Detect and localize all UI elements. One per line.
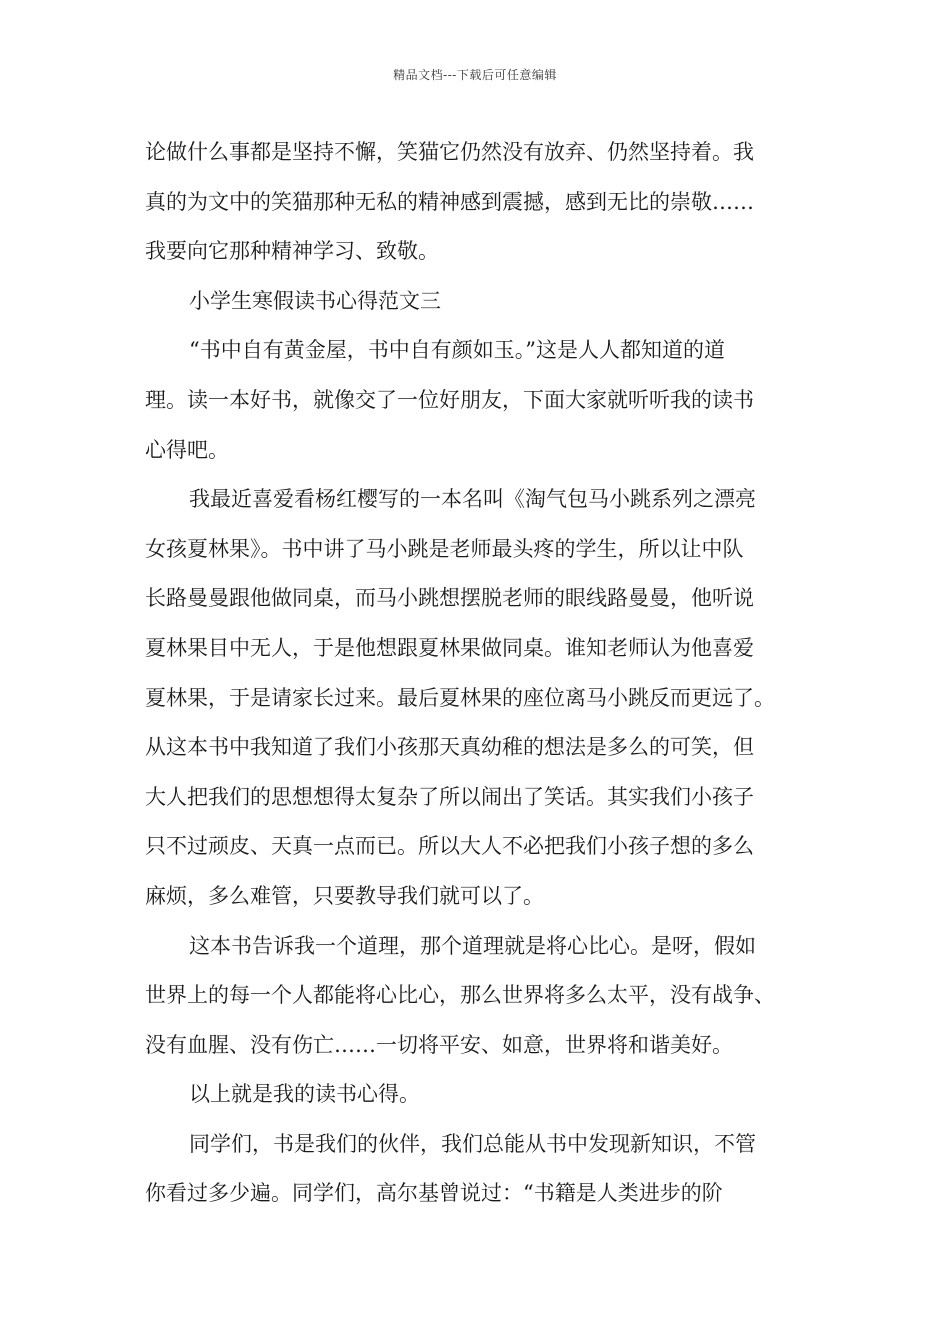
text-line: 你看过多少遍。同学们，高尔基曾说过：“书籍是人类进步的阶: [145, 1181, 723, 1206]
text-line: 论做什么事都是坚持不懈，笑猫它仍然没有放弃、仍然坚持着。我: [145, 140, 754, 164]
text-line: 长路曼曼跟他做同桌，而马小跳想摆脱老师的眼线路曼曼，他听说: [145, 586, 754, 611]
text-line: 我要向它那种精神学习、致敬。: [145, 239, 439, 264]
text-line: 真的为文中的笑猫那种无私的精神感到震撼，感到无比的崇敬……: [145, 189, 754, 214]
document-body: [145, 132, 825, 1223]
text-line: “书中自有黄金屋，书中自有颜如玉。”这是人人都知道的道: [189, 338, 725, 363]
text-line: 大人把我们的思想想得太复杂了所以闹出了笑话。其实我们小孩子: [145, 784, 754, 809]
text-line: 女孩夏林果》。书中讲了马小跳是老师最头疼的学生，所以让中队: [145, 536, 744, 561]
text-line: 从这本书中我知道了我们小孩那天真幼稚的想法是多么的可笑，但: [145, 735, 754, 760]
text-line: 心得吧。: [145, 437, 229, 462]
page-header: 精品文档---下载后可任意编辑: [393, 68, 557, 82]
text-line: 夏林果，于是请家长过来。最后夏林果的座位离马小跳反而更远了。: [145, 685, 775, 710]
text-line: 理。读一本好书，就像交了一位好朋友，下面大家就听听我的读书: [145, 387, 754, 412]
text-line: 这本书告诉我一个道理，那个道理就是将心比心。是呀，假如: [189, 933, 756, 958]
text-line: 麻烦，多么难管，只要教导我们就可以了。: [145, 883, 544, 908]
section-heading: 小学生寒假读书心得范文三: [189, 288, 441, 313]
text-line: 没有血腥、没有伤亡……一切将平安、如意，世界将和谐美好。: [145, 1032, 733, 1057]
text-line: 世界上的每一个人都能将心比心，那么世界将多么太平，没有战争、: [145, 983, 775, 1008]
text-line: 只不过顽皮、天真一点而已。所以大人不必把我们小孩子想的多么: [145, 834, 754, 859]
text-line: 以上就是我的读书心得。: [189, 1082, 420, 1107]
text-line: 我最近喜爱看杨红樱写的一本名叫《淘气包马小跳系列之漂亮: [189, 487, 756, 512]
text-line: 同学们，书是我们的伙伴，我们总能从书中发现新知识，不管: [189, 1131, 756, 1156]
text-line: 夏林果目中无人，于是他想跟夏林果做同桌。谁知老师认为他喜爱: [145, 635, 754, 660]
